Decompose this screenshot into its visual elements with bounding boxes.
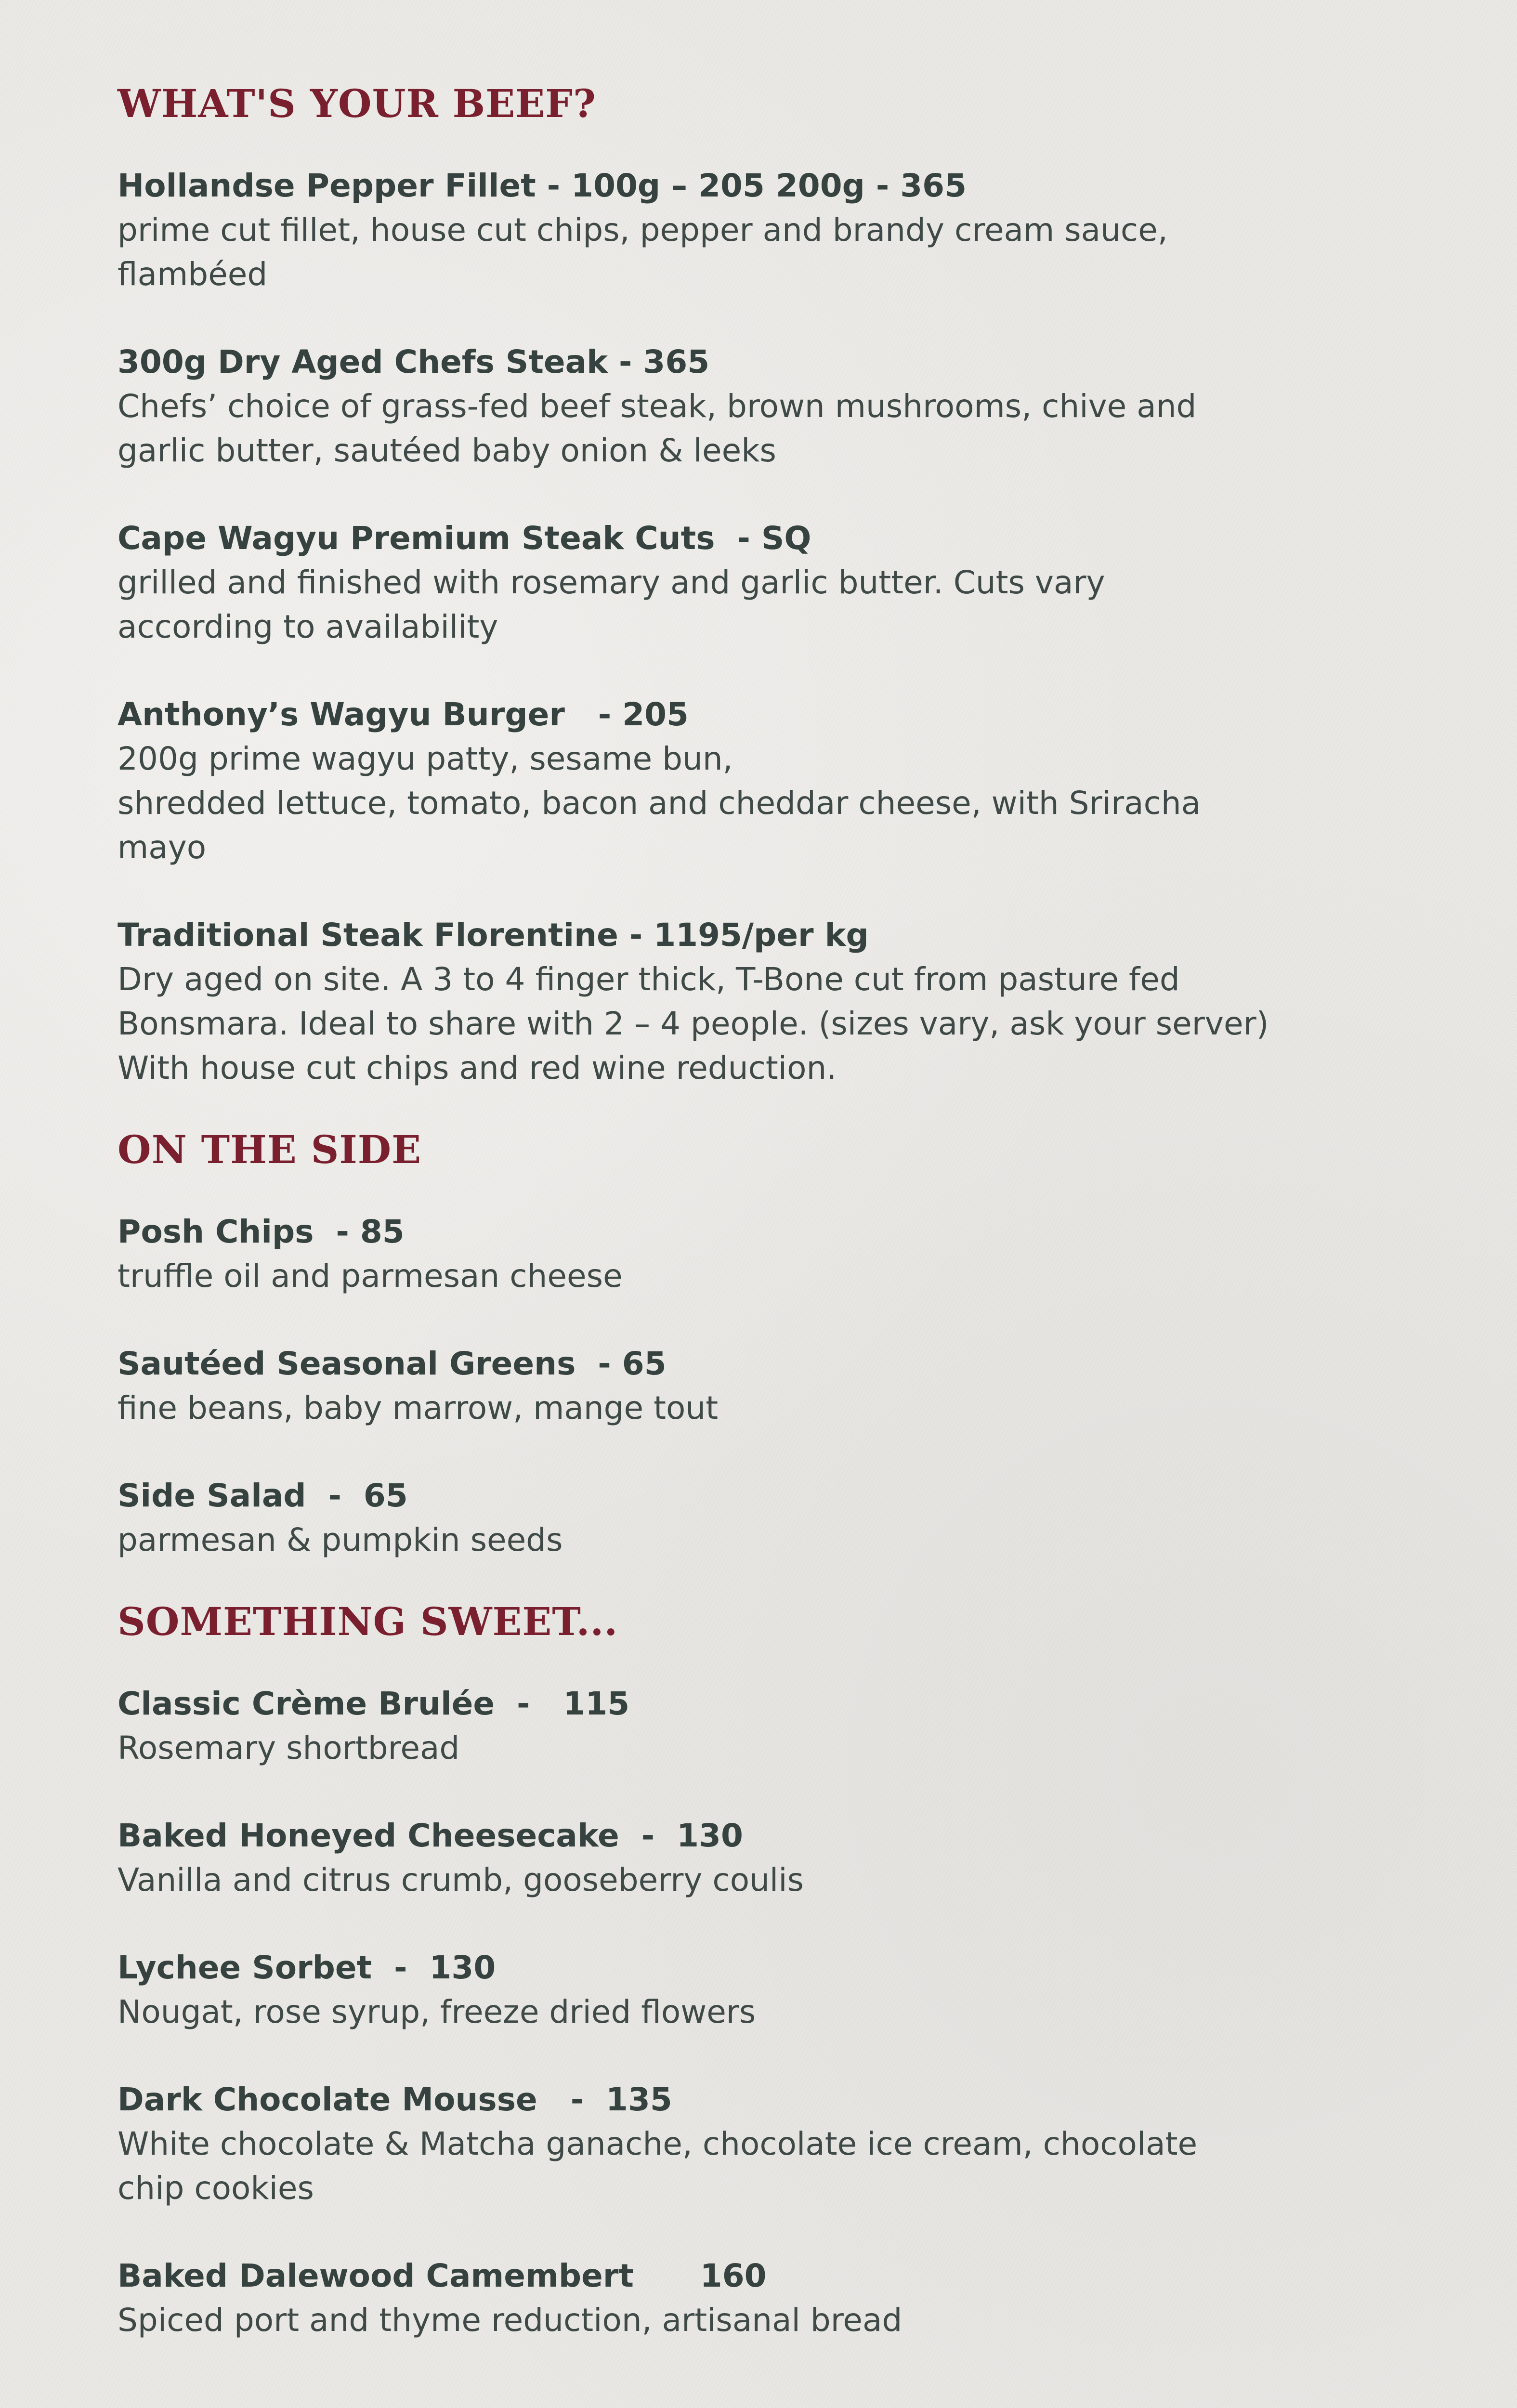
menu-item-name: Baked Honeyed Cheesecake - 130 — [118, 1817, 743, 1854]
menu-item-name: Baked Dalewood Camembert 160 — [118, 2257, 767, 2294]
menu-item — [118, 516, 1418, 649]
menu-item-name: Dark Chocolate Mousse - 135 — [118, 2081, 672, 2118]
menu-item — [118, 2254, 1418, 2343]
menu-item — [118, 1946, 1418, 2034]
menu-item — [118, 2078, 1418, 2211]
menu-item — [118, 913, 1418, 1090]
section-title: WHAT'S YOUR BEEF? — [118, 81, 596, 126]
menu-item-description: truffle oil and parmesan cheese — [118, 1257, 623, 1295]
menu-item-name: Hollandse Pepper Fillet - 100g – 205 200g - 365 — [118, 167, 967, 204]
menu-item-description: Dry aged on site. A 3 to 4 finger thick, T-Bone cut from pasture fed Bonsmara. Ideal to share with 2 – 4 people. (sizes vary, ask your server) With house cut chips and red wine reduction. — [118, 961, 1269, 1086]
menu-item — [118, 1210, 1418, 1298]
menu-item-name: Classic Crème Brulée - 115 — [118, 1685, 630, 1722]
menu-item-description: 200g prime wagyu patty, sesame bun, shredded lettuce, tomato, bacon and cheddar cheese, with Sriracha mayo — [118, 740, 1201, 866]
menu-item — [118, 1474, 1418, 1562]
section-title: SOMETHING SWEET... — [118, 1599, 618, 1644]
menu-item-description: Spiced port and thyme reduction, artisanal bread — [118, 2302, 902, 2339]
menu-item-name: Sautéed Seasonal Greens - 65 — [118, 1345, 667, 1382]
menu-item-description: grilled and finished with rosemary and garlic butter. Cuts vary according to availability — [118, 564, 1105, 645]
menu-item — [118, 693, 1418, 870]
menu-item-description: White chocolate & Matcha ganache, chocolate ice cream, chocolate chip cookies — [118, 2125, 1198, 2207]
section-whats-your-beef — [118, 77, 1418, 1090]
menu-item-description: Nougat, rose syrup, freeze dried flowers — [118, 1993, 756, 2030]
menu-page — [118, 77, 1418, 2343]
menu-item-name: Traditional Steak Florentine - 1195/per kg — [118, 916, 869, 954]
menu-item — [118, 1342, 1418, 1430]
menu-item-description: Rosemary shortbread — [118, 1729, 460, 1767]
menu-item-name: Anthony’s Wagyu Burger - 205 — [118, 696, 689, 733]
menu-item-description: prime cut fillet, house cut chips, pepper and brandy cream sauce, flambéed — [118, 211, 1168, 293]
menu-item-description: parmesan & pumpkin seeds — [118, 1521, 563, 1558]
menu-item — [118, 164, 1418, 297]
menu-item-name: 300g Dry Aged Chefs Steak - 365 — [118, 343, 710, 380]
menu-item-name: Cape Wagyu Premium Steak Cuts - SQ — [118, 520, 811, 557]
menu-item-name: Lychee Sorbet - 130 — [118, 1949, 496, 1986]
menu-item — [118, 1814, 1418, 1902]
menu-item-name: Posh Chips - 85 — [118, 1213, 405, 1250]
section-title: ON THE SIDE — [118, 1127, 422, 1172]
menu-item-name: Side Salad - 65 — [118, 1477, 408, 1514]
menu-item — [118, 340, 1418, 473]
menu-item-description: fine beans, baby marrow, mange tout — [118, 1389, 719, 1426]
section-on-the-side — [118, 1123, 1418, 1562]
menu-item — [118, 1682, 1418, 1770]
menu-item-description: Vanilla and citrus crumb, gooseberry coulis — [118, 1861, 804, 1898]
menu-item-description: Chefs’ choice of grass-fed beef steak, brown mushrooms, chive and garlic butter, sautéed baby onion & leeks — [118, 388, 1197, 469]
section-something-sweet — [118, 1595, 1418, 2343]
